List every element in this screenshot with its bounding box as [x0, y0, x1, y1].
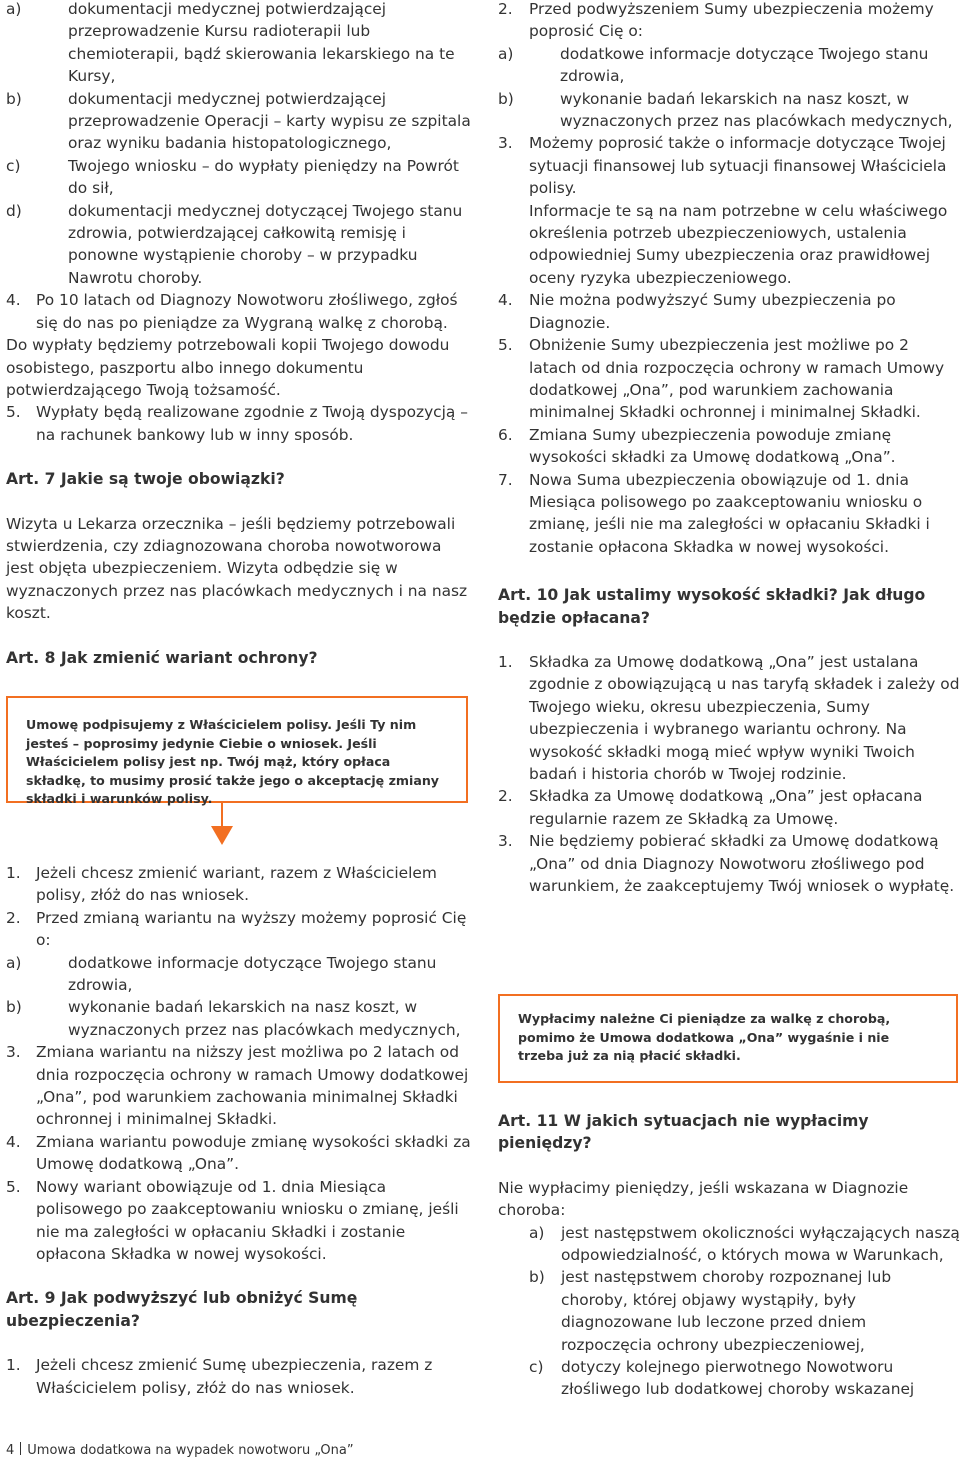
list-item: 2. Przed zmianą wariantu na wyższy możemy poprosić Cię o:: [6, 908, 467, 950]
list-item: 7. Nowa Suma ubezpieczenia obowiązuje od 1. dnia Miesiąca polisowego po zaakceptowaniu wniosku o zmianę, jeśli nie ma zaległości w opłacaniu Składki i zostanie opłacona Składka w nowej wysokości.: [498, 470, 930, 556]
list-item: 2. Przed podwyższeniem Sumy ubezpieczenia możemy poprosić Cię o:: [498, 0, 934, 41]
arrow-down-icon: [209, 802, 235, 846]
list-item: a) dodatkowe informacje dotyczące Twojego stanu zdrowia,: [498, 44, 929, 86]
right-column: [498, 0, 960, 897]
list-item: c) Twojego wniosku – do wypłaty pieniędzy na Powrót do sił,: [6, 156, 459, 198]
list-item: 6. Zmiana Sumy ubezpieczenia powoduje zmianę wysokości składki za Umowę dodatkową „Ona”.: [498, 425, 896, 467]
list-item: a) dodatkowe informacje dotyczące Twojego stanu zdrowia,: [6, 953, 437, 995]
page-footer: [6, 1442, 354, 1460]
list-item: b) wykonanie badań lekarskich na nasz koszt, w wyznaczonych przez nas placówkach medycznych,: [6, 998, 461, 1039]
list-item: 2. Składka za Umowę dodatkową „Ona” jest opłacana regularnie razem ze Składką za Umowę.: [498, 787, 923, 828]
list-item: c) dotyczy kolejnego pierwotnego Nowotworu złośliwego lub dodatkowej choroby wskazanej: [529, 1358, 915, 1399]
left-column: [6, 0, 474, 669]
list-item: a) jest następstwem okoliczności wyłączających naszą odpowiedzialność, o których mowa w Warunkach,: [529, 1223, 960, 1265]
list-item: 1. Składka za Umowę dodatkową „Ona” jest ustalana zgodnie z obowiązującą u nas taryfą składek i zależy od Twojego wieku, okresu ubezpieczenia, Sumy ubezpieczenia i wybranego wariantu ochrony. Na wysokość składki mogą mieć wpływ wyniki Twoich badań i historia chorób w Twojej rodzinie.: [498, 652, 960, 783]
list-item: b) wykonanie badań lekarskich na nasz koszt, w wyznaczonych przez nas placówkach medycznych,: [498, 89, 953, 131]
list-item: 5. Obniżenie Sumy ubezpieczenia jest możliwe po 2 latach od dnia rozpoczęcia ochrony w ramach Umowy dodatkowej „Ona”, pod warunkiem zachowania minimalnej Składki ochronnej i minimalnej Składki.: [498, 336, 945, 422]
footer-separator: [20, 1442, 21, 1455]
paragraph: Informacje te są na nam potrzebne w celu właściwego określenia potrzeb ubezpieczeniowych, ustalenia odpowiedniej Sumy ubezpieczenia oraz prawidłowej oceny ryzyka ubezpieczeniowego.: [529, 201, 948, 287]
art11-section: [498, 1110, 960, 1401]
art8-list: [6, 862, 474, 1399]
page-number: 4: [6, 1443, 15, 1458]
callout-box: [498, 994, 958, 1083]
callout-text: Wypłacimy należne Ci pieniądze za walkę z chorobą, pomimo że Umowa dodatkowa „Ona” wygaśnie i nie trzeba już za nią płacić składki.: [518, 1011, 891, 1063]
section-heading: Art. 8 Jak zmienić wariant ochrony?: [6, 648, 318, 667]
list-item: 3. Nie będziemy pobierać składki za Umowę dodatkową „Ona” od dnia Diagnozy Nowotworu złośliwego pod warunkiem, że zaakceptujemy Twój wniosek o wypłatę.: [498, 832, 955, 896]
callout-box: [6, 696, 468, 806]
list-item: a) dokumentacji medycznej potwierdzającej przeprowadzenie Kursu radioterapii lub chemioterapii, bądź skierowania lekarskiego na te Kursy,: [6, 0, 455, 86]
list-item: 4. Po 10 latach od Diagnozy Nowotworu złośliwego, zgłoś się do nas po pieniądze za Wygraną walkę z chorobą.: [6, 291, 458, 332]
section-heading: Art. 11 W jakich sytuacjach nie wypłacimy pieniędzy?: [498, 1112, 869, 1153]
section-heading: Art. 10 Jak ustalimy wysokość składki? Jak długo będzie opłacana?: [498, 586, 926, 627]
list-item: 5. Wypłaty będą realizowane zgodnie z Twoją dyspozycją – na rachunek bankowy lub w inny sposób.: [6, 403, 468, 444]
list-item: 1. Jeżeli chcesz zmienić Sumę ubezpieczenia, razem z Właścicielem polisy, złóż do nas wniosek.: [6, 1356, 433, 1397]
paragraph: Wizyta u Lekarza orzecznika – jeśli będziemy potrzebowali stwierdzenia, czy zdiagnozowana choroba nowotworowa jest objęta ubezpieczeniem. Wizyta odbędzie się w wyznaczonych przez nas placówkach medycznych i na nasz koszt.: [6, 514, 468, 623]
list-item: b) dokumentacji medycznej potwierdzającej przeprowadzenie Operacji – karty wypisu ze szpitala oraz wyniku badania histopatologicznego,: [6, 89, 471, 153]
list-item: 4. Nie można podwyższyć Sumy ubezpieczenia po Diagnozie.: [498, 291, 896, 332]
section-heading: Art. 9 Jak podwyższyć lub obniżyć Sumę ubezpieczenia?: [6, 1289, 358, 1330]
list-item: b) jest następstwem choroby rozpoznanej lub choroby, której objawy wystąpiły, były diagnozowane lub leczone przed dniem rozpoczęcia ochrony ubezpieczeniowej,: [529, 1268, 892, 1354]
list-item: 1. Jeżeli chcesz zmienić wariant, razem z Właścicielem polisy, złóż do nas wniosek.: [6, 864, 437, 905]
list-item: d) dokumentacji medycznej dotyczącej Twojego stanu zdrowia, potwierdzającej całkowitą remisję i ponowne wystąpienie choroby – w przypadku Nawrotu choroby.: [6, 201, 463, 287]
paragraph: Nie wypłacimy pieniędzy, jeśli wskazana w Diagnozie choroba:: [498, 1178, 909, 1220]
callout-text: Umowę podpisujemy z Właścicielem polisy. Jeśli Ty nim jesteś – poprosimy jedynie Ciebie o wniosek. Jeśli Właścicielem polisy jest np. Twój mąż, który opłaca składkę, to musimy prosić także jego o akceptację zmiany składki i warunków polisy.: [26, 717, 440, 806]
section-heading: Art. 7 Jakie są twoje obowiązki?: [6, 470, 285, 489]
list-item: 4. Zmiana wariantu powoduje zmianę wysokości składki za Umowę dodatkową „Ona”.: [6, 1132, 471, 1174]
list-item: 3. Zmiana wariantu na niższy jest możliwa po 2 latach od dnia rozpoczęcia ochrony w ramach Umowy dodatkowej „Ona”, pod warunkiem zachowania minimalnej Składki ochronnej i minimalnej Składki.: [6, 1043, 469, 1129]
footer-title: Umowa dodatkowa na wypadek nowotworu „Ona”: [27, 1443, 354, 1458]
list-item: 3. Możemy poprosić także o informacje dotyczące Twojej sytuacji finansowej lub sytuacji finansowej Właściciela polisy.: [498, 134, 947, 198]
paragraph: Do wypłaty będziemy potrzebowali kopii Twojego dowodu osobistego, paszportu albo innego dokumentu potwierdzającego Twoją tożsamość.: [6, 336, 450, 399]
list-item: 5. Nowy wariant obowiązuje od 1. dnia Miesiąca polisowego po zaakceptowaniu wniosku o zmianę, jeśli nie ma zaległości w opłacaniu Składki i zostanie opłacona Składka w nowej wysokości.: [6, 1177, 459, 1263]
